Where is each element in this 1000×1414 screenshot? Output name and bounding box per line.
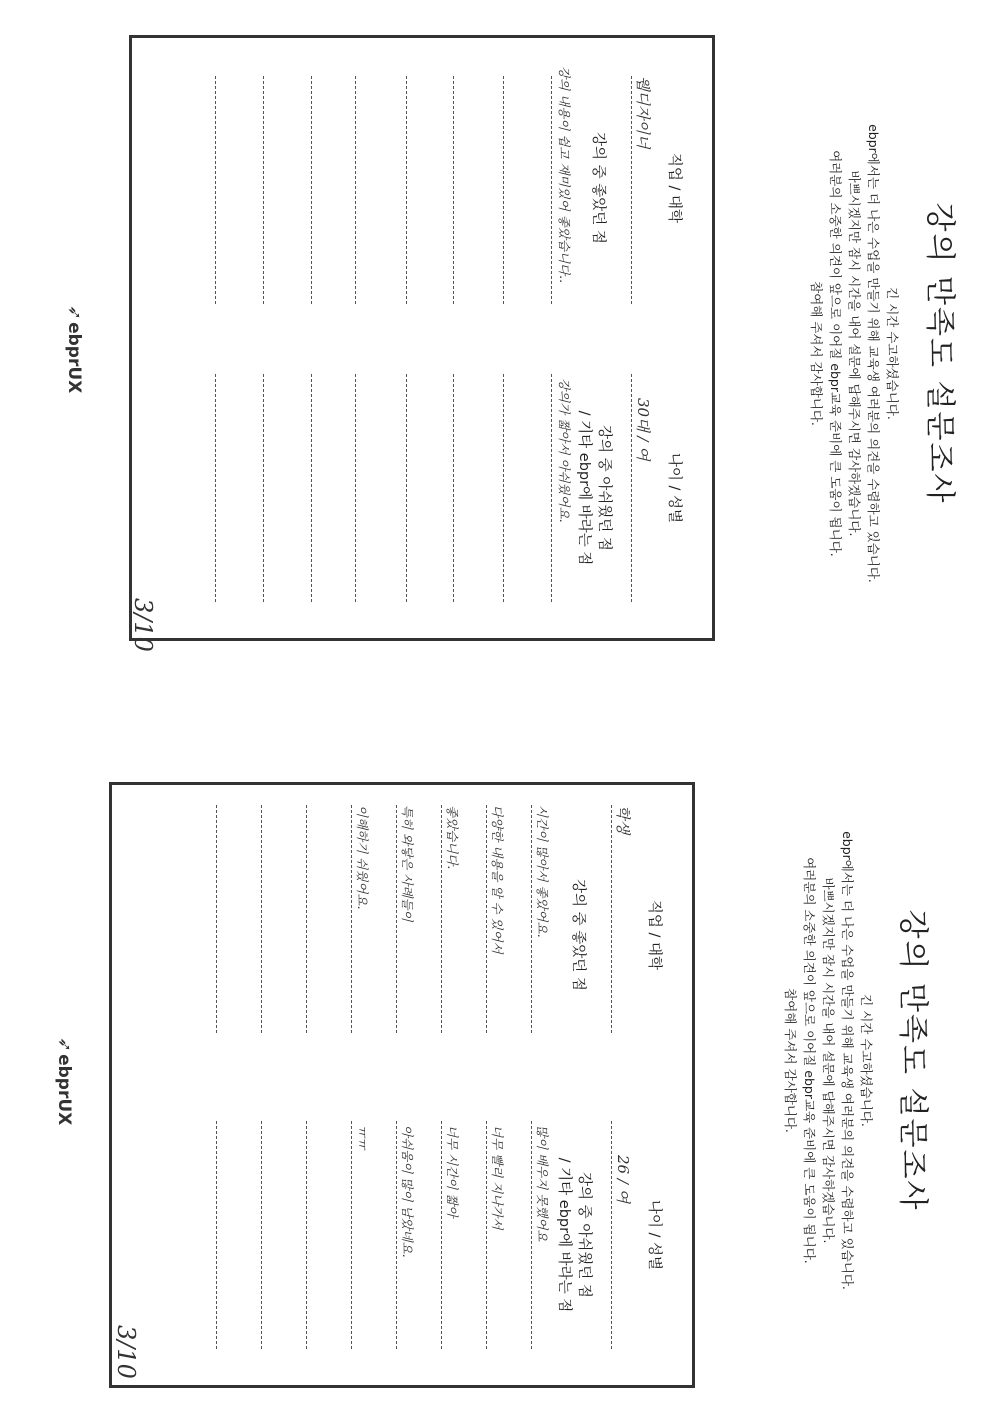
answer-line — [215, 374, 216, 602]
page-mark: 3/10 — [112, 1325, 140, 1379]
intro-text — [807, 0, 902, 707]
answer-line — [396, 805, 397, 1033]
good-points-answer: 시간이 많아서 좋았어요. — [535, 805, 550, 938]
intro-line: 여러분의 소중한 의견이 앞으로 이어질 ebpr교육 준비에 큰 도움이 됩니다. — [828, 150, 843, 557]
survey-title: 강의 만족도 설문조사 — [895, 909, 930, 1212]
intro-line: 참여해 주셔서 감사합니다. — [809, 281, 824, 426]
answer-line — [311, 374, 312, 602]
regret-points-answer: 많이 배우지 못했어요 — [535, 1125, 550, 1242]
intro-line: 긴 시간 수고하셨습니다. — [885, 287, 900, 420]
survey-form-box — [109, 782, 695, 1388]
answer-line — [351, 1121, 352, 1349]
bird-icon: ➶ — [64, 305, 85, 321]
age-gender-answer: 26 / 여 — [614, 1155, 632, 1204]
answer-line — [531, 805, 532, 1033]
answer-line — [216, 1121, 217, 1349]
answer-line — [441, 1121, 442, 1349]
regret-points-answer: 강의가 짧아서 아쉬웠어요. — [557, 378, 572, 523]
regret-points-label — [554, 1085, 594, 1385]
intro-line: 바쁘시겠지만 잠시 시간을 내어 설문에 답해주시면 감사하겠습니다. — [847, 170, 862, 537]
regret-label-line: / 기타 ebpr에 바라는 점 — [576, 410, 592, 566]
job-answer: 학생 — [614, 805, 632, 834]
age-gender-label: 나이 / 성별 — [666, 452, 682, 524]
answer-line — [486, 805, 487, 1033]
answer-line — [215, 76, 216, 304]
answer-line — [306, 1121, 307, 1349]
answer-line — [453, 76, 454, 304]
answer-line — [441, 805, 442, 1033]
answer-line — [406, 76, 407, 304]
answer-line — [263, 374, 264, 602]
logo-text: ebprUX — [54, 1054, 74, 1126]
answer-line — [355, 76, 356, 304]
ebprux-logo — [54, 1037, 75, 1125]
good-points-answer: 강의 내용이 쉽고 재미있어 좋았습니다.. — [557, 66, 572, 284]
good-points-answer: 다양한 내용을 알 수 있어서 — [490, 805, 505, 954]
page-mark: 3/10 — [129, 598, 157, 652]
answer-line — [263, 76, 264, 304]
regret-points-answer: 너무 빨리 지나가서 — [490, 1125, 505, 1230]
good-points-answer: 특히 와닿은 사례들이 — [400, 805, 415, 922]
survey-title: 강의 만족도 설문조사 — [922, 202, 957, 505]
job-label: 직업 / 대학 — [666, 152, 682, 224]
answer-line — [261, 805, 262, 1033]
answer-line — [261, 1121, 262, 1349]
regret-points-answer: 너무 시간이 짧아 — [445, 1125, 460, 1218]
good-points-label: 강의 중 좋았던 점 — [570, 879, 586, 991]
answer-line — [631, 374, 632, 602]
bird-icon: ➶ — [54, 1037, 75, 1053]
intro-line: 참여해 주셔서 감사합니다. — [783, 988, 798, 1133]
age-gender-label: 나이 / 성별 — [646, 1199, 662, 1271]
answer-line — [216, 805, 217, 1033]
answer-line — [503, 76, 504, 304]
answer-line — [503, 374, 504, 602]
regret-points-answer: ㅠㅠ — [355, 1125, 370, 1150]
regret-points-answer: 아쉬움이 많이 남았네요. — [400, 1125, 415, 1258]
regret-label-line: / 기타 ebpr에 바라는 점 — [556, 1157, 572, 1313]
sheet-content — [0, 707, 1000, 1414]
ebprux-logo — [64, 305, 85, 393]
job-label: 직업 / 대학 — [646, 899, 662, 971]
survey-form-box — [129, 35, 715, 652]
answer-line — [551, 374, 552, 602]
good-points-label: 강의 중 좋았던 점 — [590, 132, 606, 244]
good-points-answer: 좋았습니다. — [445, 805, 460, 870]
intro-line: ebpr에서는 더 나은 수업을 만들기 위해 교육생 여러분의 의견을 수렴하고 있습니다. — [866, 124, 881, 583]
answer-line — [306, 805, 307, 1033]
answer-line — [631, 76, 632, 304]
job-answer: 웹디자이너 — [634, 76, 652, 149]
answer-line — [351, 805, 352, 1033]
intro-text — [781, 707, 876, 1414]
answer-line — [486, 1121, 487, 1349]
intro-line: 여러분의 소중한 의견이 앞으로 이어질 ebpr교육 준비에 큰 도움이 됩니다. — [802, 857, 817, 1264]
regret-label-line: 강의 중 아쉬웠던 점 — [596, 425, 612, 551]
answer-line — [406, 374, 407, 602]
regret-points-label — [574, 338, 614, 638]
good-points-answer: 이해하기 쉬웠어요. — [355, 805, 370, 910]
answer-line — [311, 76, 312, 304]
age-gender-answer: 30대 / 여 — [634, 398, 652, 461]
intro-line: ebpr에서는 더 나은 수업을 만들기 위해 교육생 여러분의 의견을 수렴하고 있습니다. — [840, 831, 855, 1290]
answer-line — [551, 76, 552, 304]
answer-line — [611, 805, 612, 1033]
survey-sheet-bottom — [0, 707, 1000, 1414]
answer-line — [396, 1121, 397, 1349]
intro-line: 긴 시간 수고하셨습니다. — [859, 994, 874, 1127]
intro-line: 바쁘시겠지만 잠시 시간을 내어 설문에 답해주시면 감사하겠습니다. — [821, 877, 836, 1244]
regret-label-line: 강의 중 아쉬웠던 점 — [576, 1172, 592, 1298]
answer-line — [611, 1121, 612, 1349]
answer-line — [453, 374, 454, 602]
answer-line — [355, 374, 356, 602]
logo-text: ebprUX — [64, 322, 84, 394]
answer-line — [531, 1121, 532, 1349]
